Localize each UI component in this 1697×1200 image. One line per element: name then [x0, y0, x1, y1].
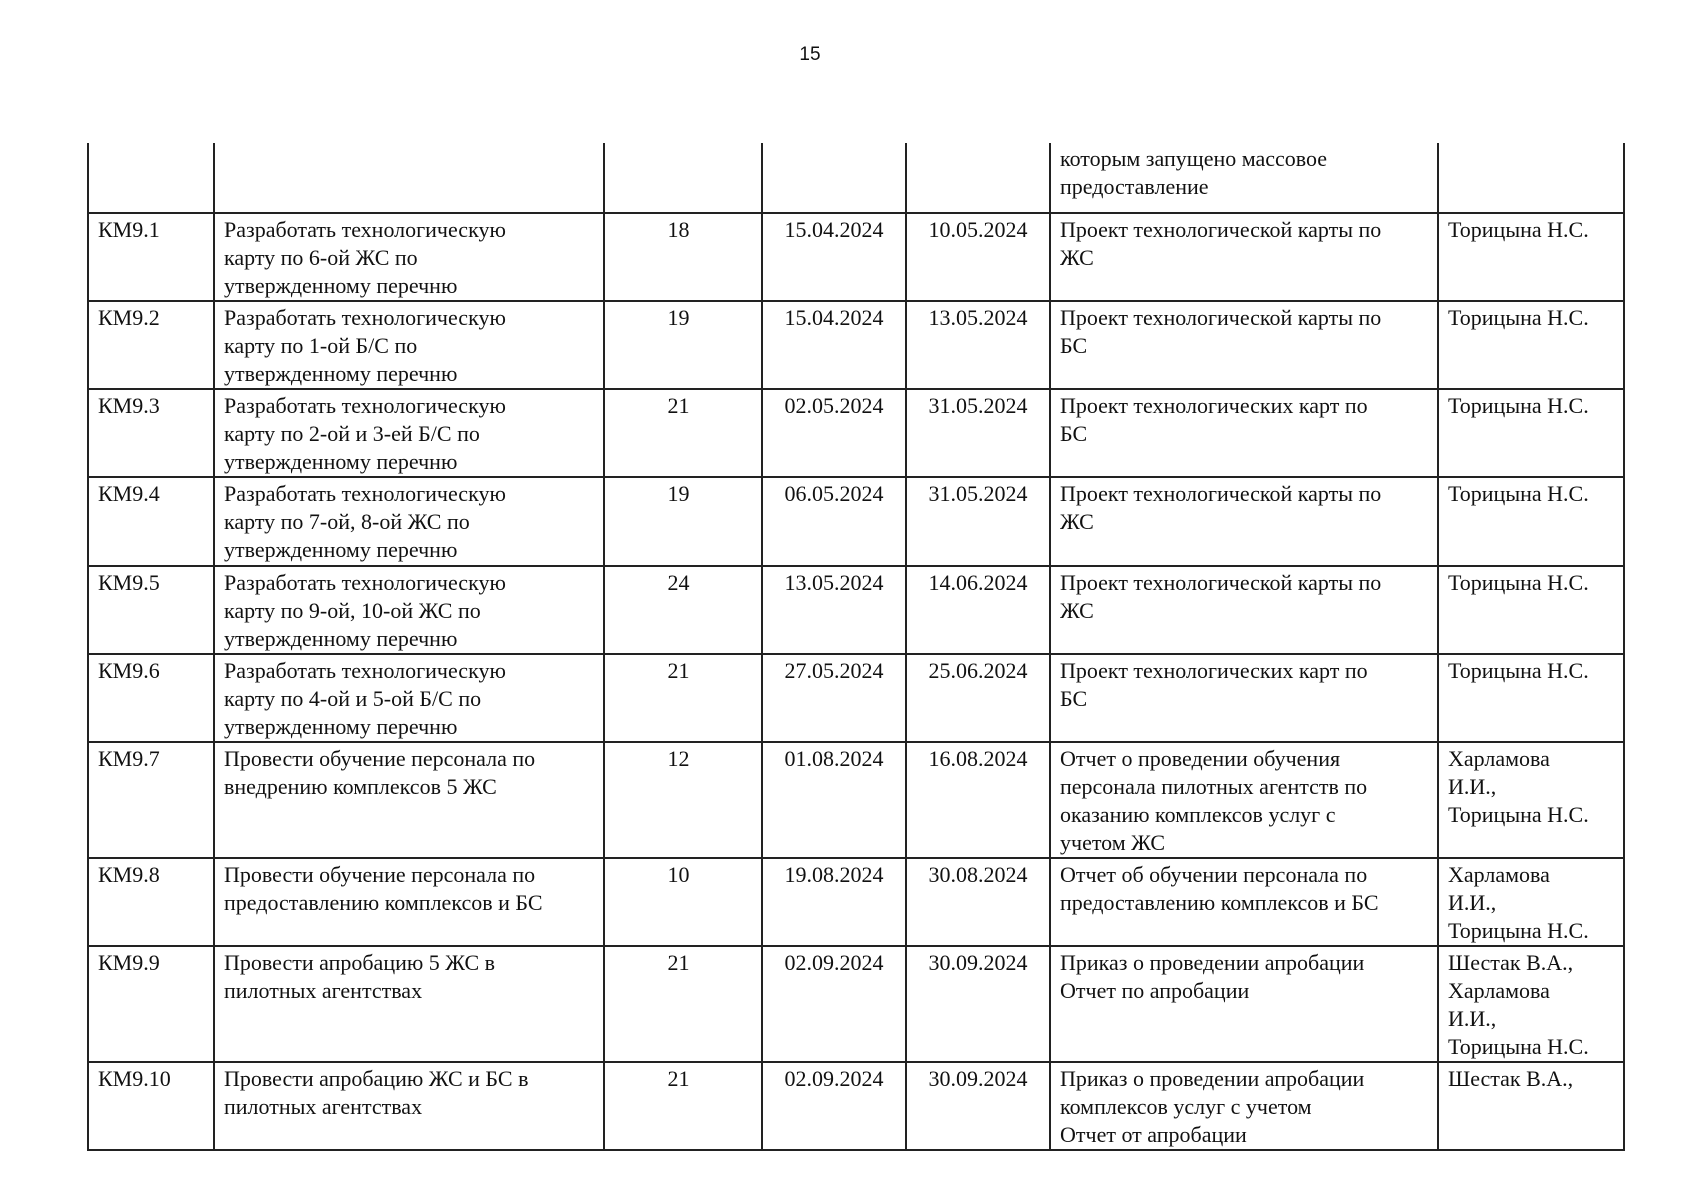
days-cell: 21 [604, 654, 762, 742]
end-date-cell: 10.05.2024 [906, 213, 1050, 301]
start-date-cell: 01.08.2024 [762, 742, 906, 858]
result-cell: Проект технологических карт по БС [1050, 654, 1438, 742]
code-cell: КМ9.6 [88, 654, 214, 742]
responsible-cell: Торицына Н.С. [1438, 389, 1624, 477]
table-row [88, 1062, 1624, 1150]
end-date-cell: 30.09.2024 [906, 1062, 1050, 1150]
result-cell: Приказ о проведении апробации комплексов услуг с учетом Отчет от апробации [1050, 1062, 1438, 1150]
start-date-cell: 15.04.2024 [762, 213, 906, 301]
task-cell: Провести апробацию 5 ЖС в пилотных агентствах [214, 946, 604, 1062]
days-cell: 21 [604, 389, 762, 477]
days-cell: 19 [604, 301, 762, 389]
start-date-cell: 02.05.2024 [762, 389, 906, 477]
code-cell: КМ9.10 [88, 1062, 214, 1150]
start-date-cell: 15.04.2024 [762, 301, 906, 389]
days-cell: 10 [604, 858, 762, 946]
result-cell: Проект технологической карты по ЖС [1050, 566, 1438, 654]
task-cell: Разработать технологическую карту по 9-ой, 10-ой ЖС по утвержденному перечню [214, 566, 604, 654]
responsible-cell: Шестак В.А., [1438, 1062, 1624, 1150]
table-row [88, 566, 1624, 654]
end-date-cell: 30.08.2024 [906, 858, 1050, 946]
table-row [88, 213, 1624, 301]
result-cell: которым запущено массовое предоставление [1050, 143, 1438, 213]
result-cell: Приказ о проведении апробации Отчет по апробации [1050, 946, 1438, 1062]
continuation-row [88, 143, 1624, 213]
table-row [88, 742, 1624, 858]
result-cell: Проект технологических карт по БС [1050, 389, 1438, 477]
start-date-cell: 02.09.2024 [762, 1062, 906, 1150]
page-number: 15 [799, 44, 821, 65]
responsible-cell: Харламова И.И., Торицына Н.С. [1438, 858, 1624, 946]
responsible-cell: Торицына Н.С. [1438, 566, 1624, 654]
result-cell: Проект технологической карты по ЖС [1050, 213, 1438, 301]
task-cell: Провести апробацию ЖС и БС в пилотных агентствах [214, 1062, 604, 1150]
task-cell: Разработать технологическую карту по 1-ой Б/С по утвержденному перечню [214, 301, 604, 389]
responsible-cell: Харламова И.И., Торицына Н.С. [1438, 742, 1624, 858]
result-cell: Проект технологической карты по БС [1050, 301, 1438, 389]
days-cell: 21 [604, 1062, 762, 1150]
task-cell: Провести обучение персонала по предоставлению комплексов и БС [214, 858, 604, 946]
code-cell: КМ9.9 [88, 946, 214, 1062]
responsible-cell: Торицына Н.С. [1438, 477, 1624, 566]
end-date-cell: 14.06.2024 [906, 566, 1050, 654]
start-date-cell: 27.05.2024 [762, 654, 906, 742]
start-date-cell: 06.05.2024 [762, 477, 906, 566]
end-date-cell [906, 143, 1050, 213]
end-date-cell: 31.05.2024 [906, 477, 1050, 566]
code-cell: КМ9.8 [88, 858, 214, 946]
end-date-cell: 25.06.2024 [906, 654, 1050, 742]
task-cell [214, 143, 604, 213]
table-row [88, 477, 1624, 566]
result-cell: Отчет о проведении обучения персонала пилотных агентств по оказанию комплексов услуг с учетом ЖС [1050, 742, 1438, 858]
code-cell: КМ9.4 [88, 477, 214, 566]
task-cell: Разработать технологическую карту по 7-ой, 8-ой ЖС по утвержденному перечню [214, 477, 604, 566]
code-cell: КМ9.7 [88, 742, 214, 858]
end-date-cell: 16.08.2024 [906, 742, 1050, 858]
days-cell [604, 143, 762, 213]
code-cell: КМ9.3 [88, 389, 214, 477]
start-date-cell: 19.08.2024 [762, 858, 906, 946]
table-row [88, 301, 1624, 389]
end-date-cell: 31.05.2024 [906, 389, 1050, 477]
table-row [88, 389, 1624, 477]
result-cell: Проект технологической карты по ЖС [1050, 477, 1438, 566]
code-cell [88, 143, 214, 213]
responsible-cell [1438, 143, 1624, 213]
table-row [88, 858, 1624, 946]
days-cell: 19 [604, 477, 762, 566]
start-date-cell: 13.05.2024 [762, 566, 906, 654]
start-date-cell: 02.09.2024 [762, 946, 906, 1062]
responsible-cell: Торицына Н.С. [1438, 213, 1624, 301]
code-cell: КМ9.5 [88, 566, 214, 654]
days-cell: 12 [604, 742, 762, 858]
end-date-cell: 30.09.2024 [906, 946, 1050, 1062]
task-cell: Разработать технологическую карту по 4-ой и 5-ой Б/С по утвержденному перечню [214, 654, 604, 742]
responsible-cell: Шестак В.А., Харламова И.И., Торицына Н.С. [1438, 946, 1624, 1062]
plan-table [87, 143, 1625, 1151]
days-cell: 24 [604, 566, 762, 654]
responsible-cell: Торицына Н.С. [1438, 654, 1624, 742]
table-row [88, 654, 1624, 742]
result-cell: Отчет об обучении персонала по предоставлению комплексов и БС [1050, 858, 1438, 946]
days-cell: 18 [604, 213, 762, 301]
responsible-cell: Торицына Н.С. [1438, 301, 1624, 389]
code-cell: КМ9.1 [88, 213, 214, 301]
code-cell: КМ9.2 [88, 301, 214, 389]
task-cell: Провести обучение персонала по внедрению комплексов 5 ЖС [214, 742, 604, 858]
task-cell: Разработать технологическую карту по 6-ой ЖС по утвержденному перечню [214, 213, 604, 301]
task-cell: Разработать технологическую карту по 2-ой и 3-ей Б/С по утвержденному перечню [214, 389, 604, 477]
end-date-cell: 13.05.2024 [906, 301, 1050, 389]
start-date-cell [762, 143, 906, 213]
table-row [88, 946, 1624, 1062]
days-cell: 21 [604, 946, 762, 1062]
